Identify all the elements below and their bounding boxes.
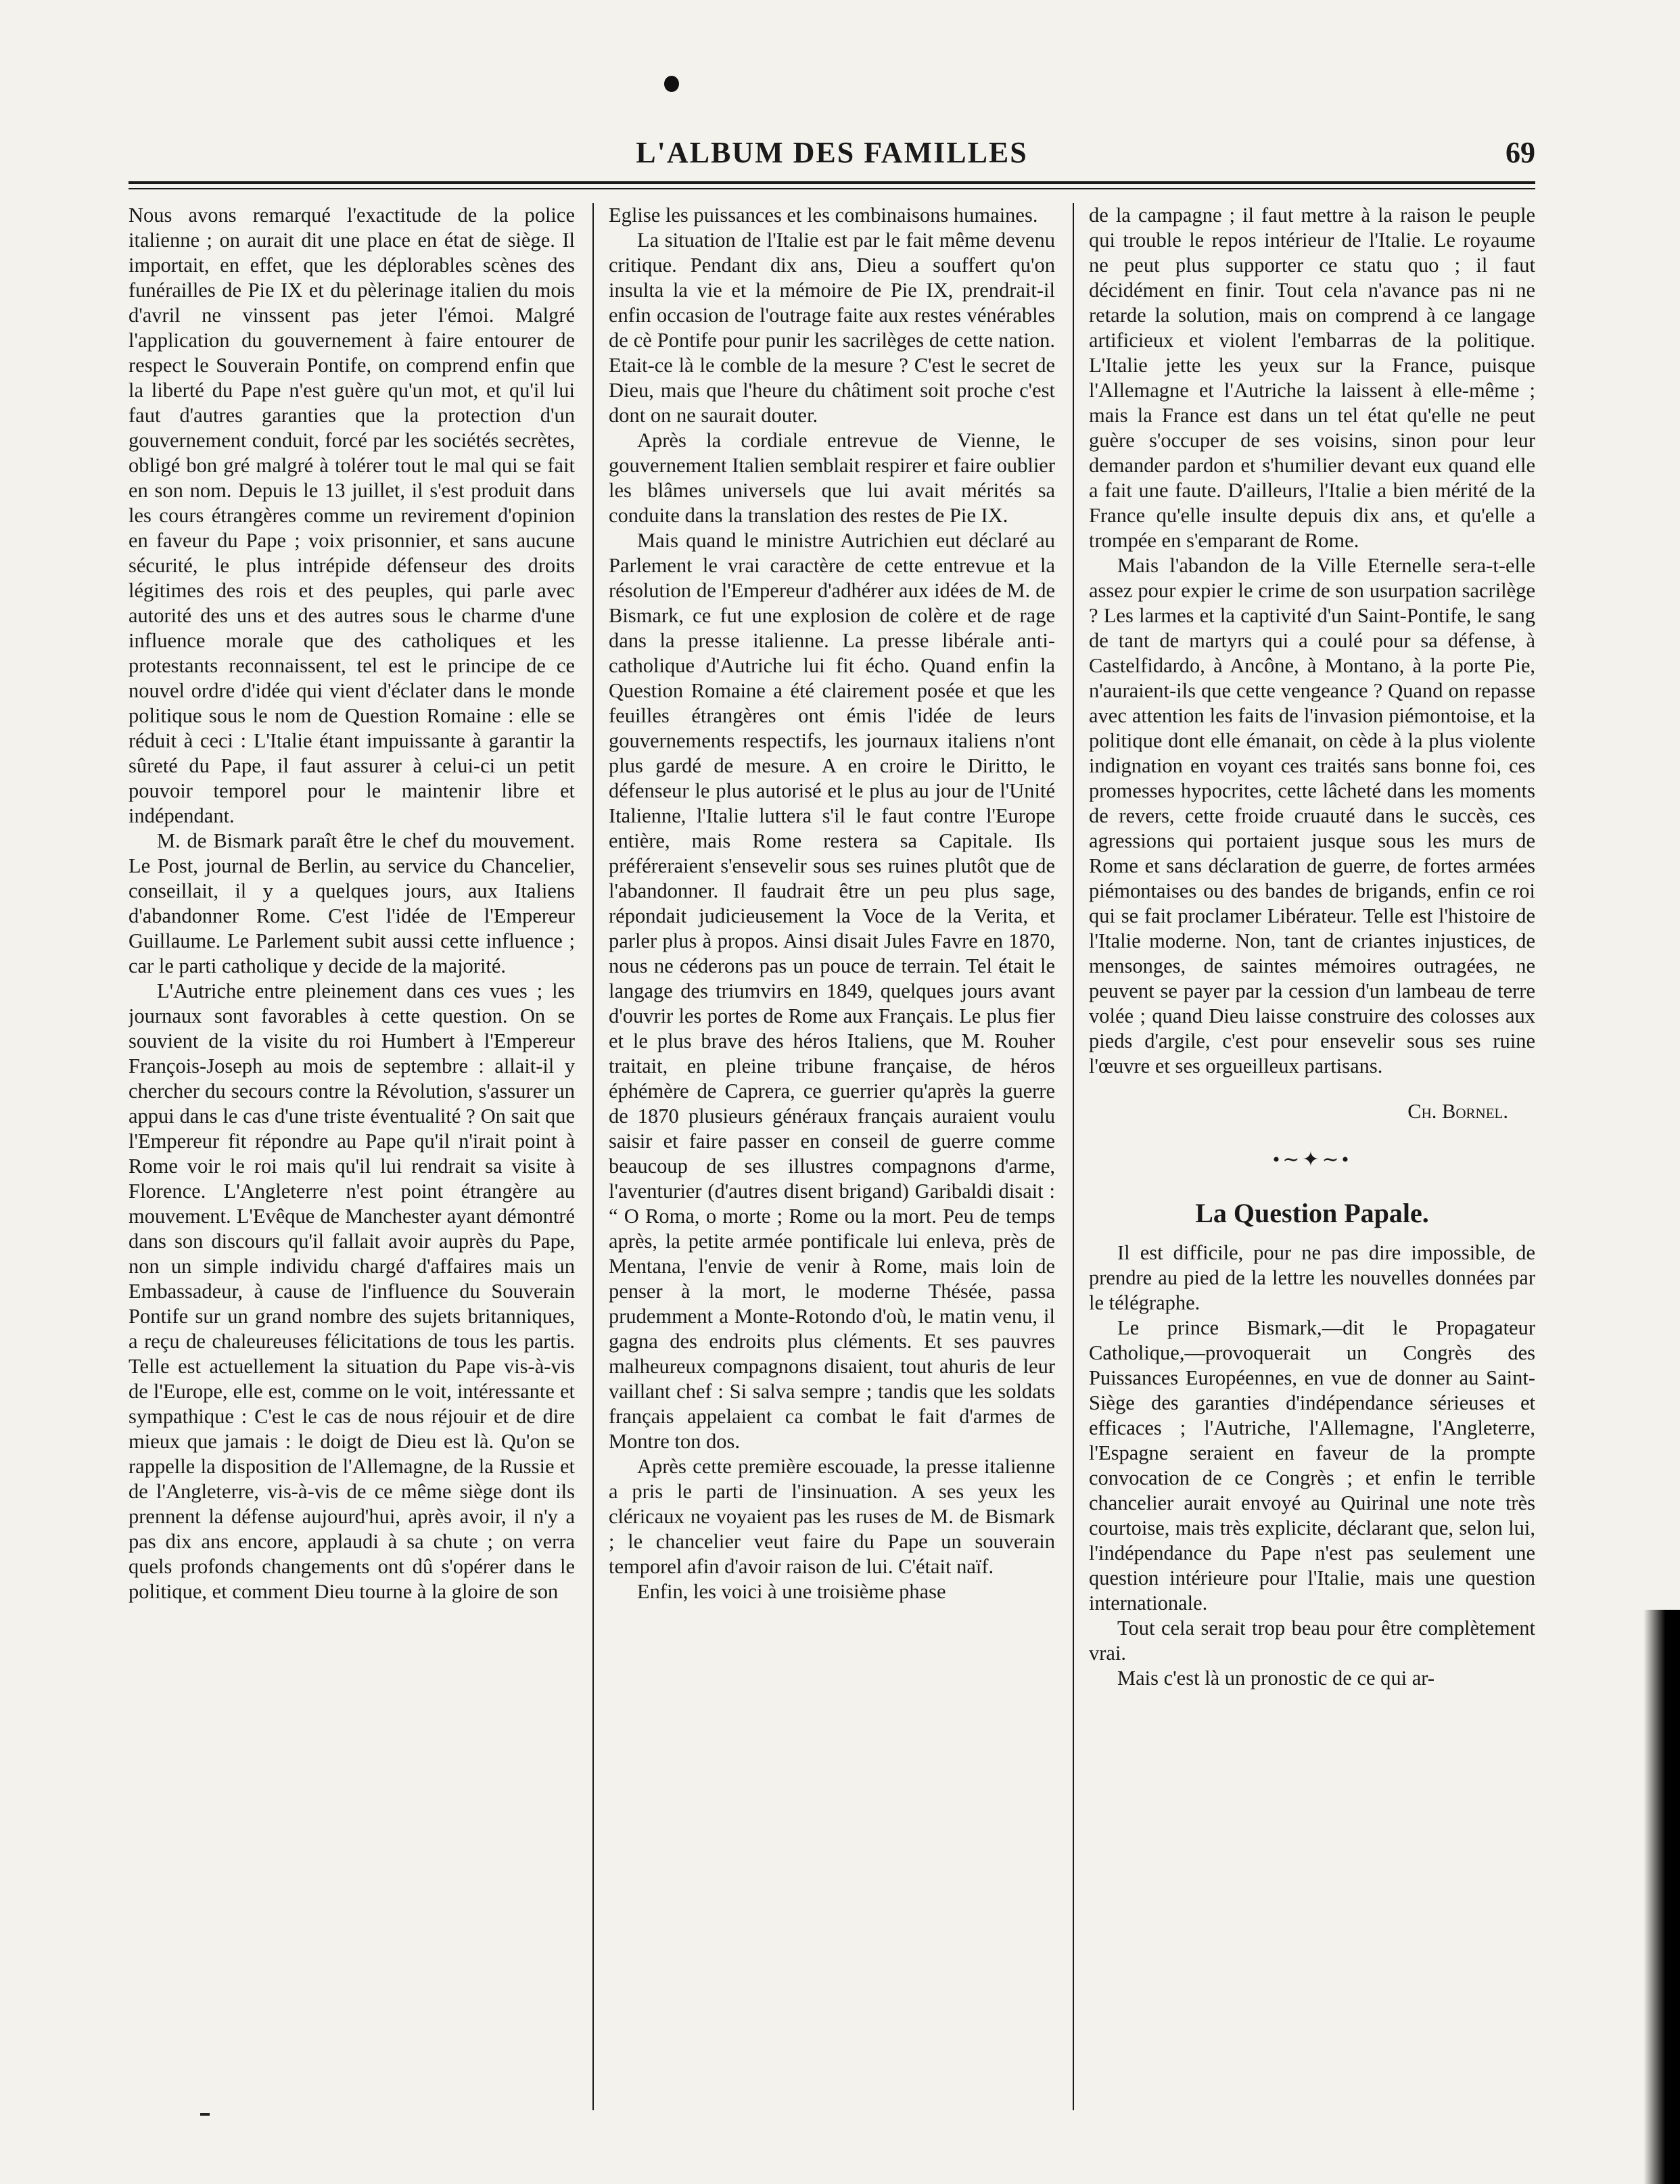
scan-edge-shadow xyxy=(1643,1610,1680,2184)
column-right xyxy=(1089,203,1535,2144)
column-left xyxy=(129,203,575,2144)
paragraph: Nous avons remarqué l'exactitude de la police italienne ; on aurait dit une place en état de siège. Il importait, en effet, que les déplorables scènes des funérailles de Pie IX et du pèlerinage italien du mois d'avril ne vinssent pas jeter l'émoi. Malgré l'application du gouvernement à faire entourer de respect le Souverain Pontife, on comprend enfin que la liberté du Pape n'est guère qu'un mot, et qu'il lui faut d'autres garanties que la protection d'un gouvernement conduit, forcé par les sociétés secrètes, obligé bon gré malgré à tolérer tout le mal qui se fait en son nom. Depuis le 13 juillet, il s'est produit dans les cours étrangères comme un revirement d'opinion en faveur du Pape ; voix prisonnier, et sans aucune sécurité, le plus intrépide défenseur des droits légitimes des rois et des peuples, qui parle avec autorité des uns et des autres sous le charme d'une influence morale que des catholiques et les protestants reconnaissent, tel est le principe de ce nouvel ordre d'idée qui vient d'éclater dans le monde politique sous le nom de Question Romaine : elle se réduit à ceci : L'Italie étant impuissante à garantir la sûreté du Pape, il faut assurer à celui-ci un petit pouvoir temporel pour le maintenir libre et indépendant. xyxy=(129,204,575,827)
paragraph: Après la cordiale entrevue de Vienne, le gouvernement Italien semblait respirer et faire oublier les blâmes universels que lui avait mérités sa conduite dans la translation des restes de Pie IX. xyxy=(609,429,1055,527)
paragraph: Mais quand le ministre Autrichien eut déclaré au Parlement le vrai caractère de cette entrevue et la résolution de l'Empereur d'adhérer aux idées de M. de Bismark, ce fut une explosion de colère et de rage dans la presse italienne. La presse libérale anti-catholique d'Autriche lui fit écho. Quand enfin la Question Romaine a été clairement posée et que les feuilles étrangères ont émis l'idée de leurs gouvernements respectifs, les journaux italiens n'ont plus gardé de mesure. A en croire le Diritto, le défenseur le plus autorisé et le plus au jour de l'Unité Italienne, l'Italie luttera s'il le faut contre l'Europe entière, mais Rome restera sa Capitale. Ils préféreraient s'ensevelir sous ses ruines plutôt que de l'abandonner. Il faudrait être un peu plus sage, répondait judicieusement la Voce de la Verita, et parler plus à propos. Ainsi disait Jules Favre en 1870, nous ne céderons pas un pouce de terrain. Tel était le langage des triumvirs en 1849, quelques jours avant d'ouvrir les portes de Rome aux Français. Le plus fier et le plus brave des héros Italiens, que M. Rouher traitait, en pleine tribune française, de héros éphémère de Caprera, ce guerrier qu'après la guerre de 1870 plusieurs généraux français auraient voulu saisir et faire passer en conseil de guerre comme beaucoup de ses illustres compagnons d'arme, l'aventurier (d'autres disent brigand) Garibaldi disait : “ O Roma, o morte ; Rome ou la mort. Peu de temps après, la petite armée pontificale lui enleva, près de Mentana, l'envie de venir à Rome, mais loin de penser à la mort, le moderne Thésée, passa prudemment a Monte-Rotondo d'où, le matin venu, il gagna des endroits plus cléments. Et ses pauvres malheureux compagnons disaient, tout ahuris de leur vaillant chef : Si salva sempre ; tandis que les soldats français appelaient ca combat le fait d'armes de Montre ton dos. xyxy=(609,529,1055,1453)
column-divider xyxy=(1073,203,1074,2110)
paragraph: Eglise les puissances et les combinaisons humaines. xyxy=(609,204,1038,227)
paragraph: Mais c'est là un pronostic de ce qui ar- xyxy=(1117,1667,1435,1690)
paragraph: M. de Bismark paraît être le chef du mouvement. Le Post, journal de Berlin, au service du Chancelier, conseillait, il y a quelques jours, aux Italiens d'abandonner Rome. C'est l'idée de l'Empereur Guillaume. Le Parlement subit aussi cette influence ; car le parti catholique y decide de la majorité. xyxy=(129,829,575,977)
paragraph: Mais l'abandon de la Ville Eternelle sera-t-elle assez pour expier le crime de son usurpation sacrilège ? Les larmes et la captivité d'un Saint-Pontife, le sang de tant de martyrs qui a coulé pour sa défense, à Castelfidardo, à Ancône, à Montano, à la porte Pie, n'auraient-ils que cette vengeance ? Quand on repasse avec attention les faits de l'invasion piémontoise, et la politique dont elle émanait, on cède à la plus violente indignation en voyant ces traités sans bonne foi, ces promesses hypocrites, cette lâcheté dans les moments de revers, cette froide cruauté dans le succès, ces agressions qui portaient jusque sous les murs de Rome et sans déclaration de guerre, de fortes armées piémontaises ou des bandes de brigands, enfin ce roi qui se fait proclamer Libérateur. Telle est l'histoire de l'Italie moderne. Non, tant de criantes injustices, de mensonges, de saintes mémoires outragées, ne peuvent se payer par la cession d'un lambeau de terre volée ; quand Dieu laisse construire des colosses aux pieds d'argile, c'est pour ensevelir sous ses ruine l'œuvre et ses orgueilleux partisans. xyxy=(1089,554,1535,1077)
header-rule-thick xyxy=(129,181,1535,184)
ornament-divider: •∼✦∼• xyxy=(1272,1148,1352,1171)
section-title: La Question Papale. xyxy=(1195,1198,1429,1228)
paragraph: Tout cela serait trop beau pour être complètement vrai. xyxy=(1089,1617,1535,1665)
article-columns xyxy=(129,203,1535,2144)
running-title: L'ALBUM DES FAMILLES xyxy=(636,136,1028,169)
print-mark xyxy=(200,2113,210,2116)
header-rule-thin xyxy=(129,188,1535,189)
paragraph: de la campagne ; il faut mettre à la raison le peuple qui trouble le repos intérieur de l'Italie. Le royaume ne peut plus supporter ce statu quo ; il faut décidément en finir. Tout cela n'avance pas ni ne retarde la solution, mais on comprend à ce langage artificieux et violent l'embarras de la politique. L'Italie jette les yeux sur la France, puisque l'Allemagne et l'Autriche la laissent à elle-même ; mais la France est dans un tel état qu'elle ne peut guère s'occuper de ses voisins, sinon pour leur demander pardon et s'humilier devant eux quand elle a fait une faute. D'ailleurs, l'Italie a bien mérité de la France qu'elle insulte depuis dix ans, et qu'elle a trompée en s'emparant de Rome. xyxy=(1089,204,1535,552)
ink-blot xyxy=(664,76,679,92)
page-header xyxy=(129,133,1535,180)
author-signature: Ch. Bornel. xyxy=(1407,1100,1508,1123)
column-middle xyxy=(609,203,1055,2144)
paragraph: Enfin, les voici à une troisième phase xyxy=(637,1580,946,1603)
paragraph: Il est difficile, pour ne pas dire impossible, de prendre au pied de la lettre les nouvelles données par le télégraphe. xyxy=(1089,1241,1535,1314)
paragraph: Le prince Bismark,—dit le Propagateur Catholique,—provoquerait un Congrès des Puissances Européennes, en vue de donner au Saint-Siège des garanties d'indépendance sérieuses et efficaces ; l'Autriche, l'Allemagne, l'Angleterre, l'Espagne seraient en faveur de la prompte convocation de ce Congrès ; et enfin le terrible chancelier aurait envoyé au Quirinal une note très courtoise, mais très explicite, déclarant que, selon lui, l'indépendance du Pape n'est pas seulement une question intérieure pour l'Italie, mais une question internationale. xyxy=(1089,1316,1535,1614)
paragraph: Après cette première escouade, la presse italienne a pris le parti de l'insinuation. A ses yeux les cléricaux ne voyaient pas les ruses de M. de Bismark ; le chancelier veut faire du Pape un souverain temporel afin d'avoir raison de lui. C'était naïf. xyxy=(609,1455,1055,1578)
column-divider xyxy=(592,203,594,2110)
paragraph: La situation de l'Italie est par le fait même devenu critique. Pendant dix ans, Dieu a souffert qu'on insulta la vie et la mémoire de Pie IX, prendrait-il enfin occasion de l'outrage faite aux restes vénérables de cè Pontife pour punir les sacrilèges de cette nation. Etait-ce là le comble de la mesure ? C'est le secret de Dieu, mais que l'heure du châtiment soit proche c'est dont on ne saurait douter. xyxy=(609,229,1055,427)
page-number: 69 xyxy=(1506,136,1535,169)
paragraph: L'Autriche entre pleinement dans ces vues ; les journaux sont favorables à cette question. On se souvient de la visite du roi Humbert à l'Empereur François-Joseph au mois de septembre : allait-il y chercher du secours contre la Révolution, s'assurer un appui dans le cas d'une triste éventualité ? On sait que l'Empereur fit répondre au Pape qu'il n'irait point à Rome voir le roi mais qu'il lui rendrait sa visite à Florence. L'Angleterre n'est point étrangère au mouvement. L'Evêque de Manchester ayant démontré dans son discours qu'il fallait avoir auprès du Pape, non un simple individu chargé d'affaires mais un Embassadeur, à cause de l'influence du Souverain Pontife sur un grand nombre des sujets britanniques, a reçu de chaleureuses félicitations de tous les partis. Telle est actuellement la situation du Pape vis-à-vis de l'Europe, elle est, comme on le voit, intéressante et sympathique : C'est le cas de nous réjouir et de dire mieux que jamais : le doigt de Dieu est là. Qu'on se rappelle la disposition de l'Allemagne, de la Russie et de l'Angleterre, vis-à-vis de ce même siège dont ils prennent la défense aujourd'hui, après avoir, il n'y a pas dix ans encore, applaudi à sa chute ; on verra quels profonds changements ont dû s'opérer dans le politique, et comment Dieu tourne à la gloire de son xyxy=(129,979,575,1603)
